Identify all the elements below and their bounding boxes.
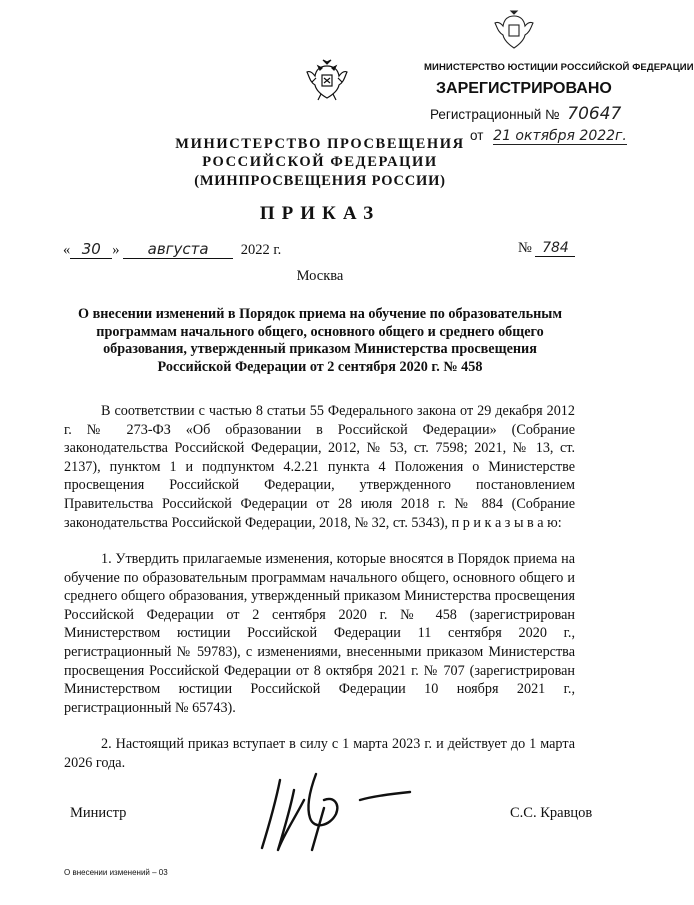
order-date [63, 240, 281, 259]
coat-of-arms-emblem [306, 58, 348, 107]
stamp-emblem [494, 10, 534, 59]
ministry-short-name: (МИНПРОСВЕЩЕНИЯ РОССИИ) [194, 173, 446, 189]
stamp-date-value: 21 октября 2022г. [493, 128, 627, 144]
stamp-date-prefix: от [470, 128, 484, 143]
document-type-heading: ПРИКАЗ [259, 203, 381, 224]
item-1-paragraph: 1. Утвердить прилагаемые изменения, которые вносятся в Порядок приема на обучение по образовательным программам начального общего, основного общего и среднего общего образования, утвержденный приказом Министерства просвещения Российской Федерации от 2 сентября 2020 г. № 458 (зарегистрирован Министерством юстиции Российской Федерации 11 сентября 2020 г., регистрационный № 59783), с изменениями, внесенными приказом Министерства просвещения Российской Федерации от 8 октября 2021 г. № 707 (зарегистрирован Министерством юстиции Российской Федерации 10 ноября 2021 г., регистрационный № 65743). [64, 551, 575, 716]
order-city: Москва [296, 268, 344, 284]
signatory-role: Министр [70, 805, 127, 821]
item-2-paragraph: 2. Настоящий приказ вступает в силу с 1 марта 2023 г. и действует до 1 марта 2026 года. [64, 736, 575, 771]
registration-stamp [418, 8, 694, 144]
ministry-name-line1: МИНИСТЕРСТВО ПРОСВЕЩЕНИЯ [175, 136, 465, 152]
date-day: 30 [70, 240, 112, 259]
document-footer: О внесении изменений – 03 [64, 868, 168, 877]
preamble-paragraph: В соответствии с частью 8 статьи 55 Федерального закона от 29 декабря 2012 г. № 273-ФЗ «Об образовании в Российской Федерации» (Собрание законодательства Российской Федерации, 2012, № 53, ст. 7598; 2021, № 13, ст. 2137), пунктом 1 и подпунктом 4.2.21 пункта 4 Положения о Министерстве просвещения Российской Федерации, утвержденного постановлением Правительства Российской Федерации от 28 июля 2018 г. № 884 (Собрание законодательства Российской Федерации, 2018, № 32, ст. 5343), п р и к а з ы в а ю: [64, 403, 575, 531]
stamp-reg-number: 70647 [567, 104, 622, 124]
stamp-org-name: МИНИСТЕРСТВО ЮСТИЦИИ РОССИЙСКОЙ ФЕДЕРАЦИИ [424, 62, 694, 73]
order-number [518, 240, 575, 257]
date-close-quote: » [112, 242, 120, 258]
stamp-reg-label: Регистрационный № [430, 107, 560, 122]
date-open-quote: « [63, 242, 71, 258]
ministry-name-line2: РОССИЙСКОЙ ФЕДЕРАЦИИ [202, 154, 438, 170]
order-title: О внесении изменений в Порядок приема на обучение по образовательным программам начального общего, основного общего и среднего общего образования, утвержденный приказом Министерства просвещения Российской Федерации от 2 сентября 2020 г. № 458 [78, 306, 562, 375]
stamp-status: ЗАРЕГИСТРИРОВАНО [436, 80, 612, 97]
signatory-name: С.С. Кравцов [510, 805, 593, 821]
date-month: августа [123, 240, 233, 259]
order-number-label: № [518, 240, 532, 256]
order-number-value: 784 [535, 240, 575, 257]
handwritten-signature [250, 760, 420, 860]
date-year: 2022 г. [240, 242, 282, 258]
stamp-reg-line [430, 104, 621, 124]
